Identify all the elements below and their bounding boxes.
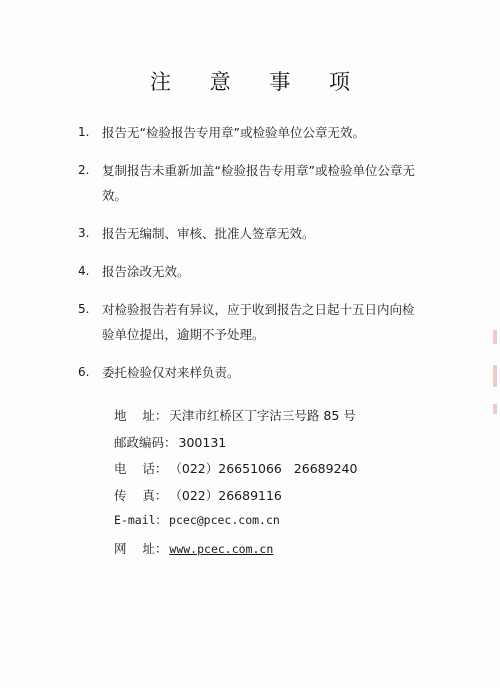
- contact-info: [114, 406, 414, 565]
- list-item: [78, 158, 418, 208]
- stamp-mark: [493, 404, 497, 414]
- phone-label: 电 话：: [114, 461, 168, 476]
- list-item: [78, 259, 418, 284]
- stamp-mark: [493, 365, 497, 387]
- list-item: [78, 360, 418, 385]
- note-number: 2.: [78, 163, 90, 177]
- note-number: 4.: [78, 264, 90, 278]
- fax-row: [114, 486, 414, 513]
- address-label: 地 址：: [114, 408, 168, 423]
- note-number: 5.: [78, 302, 90, 316]
- email-row: [114, 512, 414, 539]
- note-number: 1.: [78, 125, 90, 139]
- note-text: 对检验报告若有异议，应于收到报告之日起十五日内向检验单位提出，逾期不予处理。: [102, 302, 415, 342]
- address-row: [114, 406, 414, 433]
- postcode-label: 邮政编码：: [114, 434, 177, 450]
- stamp-mark: [493, 330, 497, 344]
- note-number: 3.: [78, 226, 90, 240]
- page-title: 注 意 事 项: [149, 70, 367, 94]
- fax-value: （022）26689116: [169, 487, 282, 503]
- phone-row: [114, 459, 414, 486]
- list-item: [78, 221, 418, 246]
- website-row: [114, 539, 414, 566]
- email-label: E-mail：: [114, 513, 168, 527]
- list-item: [78, 120, 418, 145]
- note-text: 委托检验仅对来样负责。: [102, 365, 240, 380]
- list-item: [78, 297, 418, 347]
- fax-label: 传 真：: [114, 487, 168, 503]
- note-text: 报告无“检验报告专用章”或检验单位公章无效。: [102, 125, 365, 140]
- note-number: 6.: [78, 365, 90, 379]
- address-value: 天津市红桥区丁字沽三号路 85 号: [169, 408, 356, 423]
- notes-list: [78, 120, 418, 398]
- note-text: 报告无编制、审核、批准人签章无效。: [102, 226, 315, 241]
- email-value: pcec@pcec.com.cn: [169, 513, 280, 527]
- website-link[interactable]: www.pcec.com.cn: [169, 541, 274, 556]
- postcode-value: 300131: [178, 434, 227, 450]
- postcode-row: [114, 433, 414, 460]
- website-label: 网 址：: [114, 540, 168, 556]
- note-text: 报告涂改无效。: [102, 264, 190, 279]
- phone-value: （022）26651066 26689240: [169, 461, 358, 476]
- note-text: 复制报告未重新加盖“检验报告专用章”或检验单位公章无效。: [102, 163, 415, 203]
